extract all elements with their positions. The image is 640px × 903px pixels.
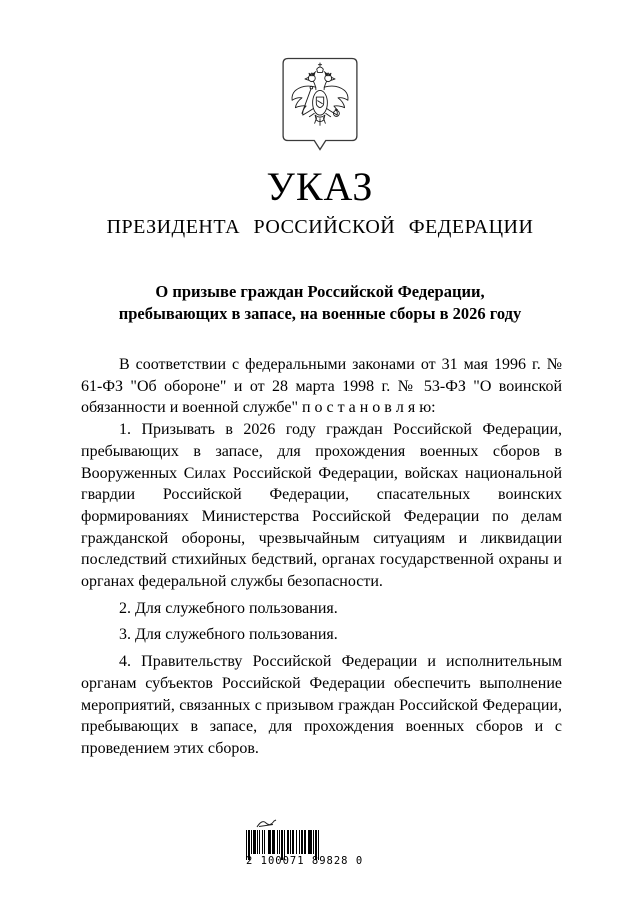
paragraph-item-1: 1. Призывать в 2026 году граждан Российской Федерации, пребывающих в запасе, для прохождения военных сборов в Вооруженных Силах Российской Федерации, войсках национальной гвардии Российской Федерации, спасательных воинских формированиях Министерства Российской Федерации по делам гражданской обороны, чрезвычайным ситуациям и ликвидации последствий стихийных бедствий, органах государственной охраны и органах федеральной службы безопасности. (81, 421, 562, 591)
paragraph-item-2: 2. Для служебного пользования. (119, 599, 338, 617)
issuer-heading: ПРЕЗИДЕНТА РОССИЙСКОЙ ФЕДЕРАЦИИ (106, 216, 534, 238)
document-type-heading: УКАЗ (266, 164, 374, 209)
paragraph-item-3: 3. Для служебного пользования. (119, 626, 338, 644)
barcode-number: 2 100071 89828 0 (246, 855, 364, 867)
subject-line-2: пребывающих в запасе, на военные сборы в 2026 году (118, 304, 522, 323)
barcode-top-mark-icon (254, 818, 324, 829)
emblem-container (0, 0, 640, 152)
russian-coat-of-arms-icon (279, 56, 361, 152)
document-subject-title (0, 281, 640, 325)
paragraph-item-4: 4. Правительству Российской Федерации и исполнительным органам субъектов Российской Федерации обеспечить выполнение мероприятий, связанных с призывом граждан Российской Федерации, пребывающих в запасе, для прохождения военных сборов и с проведением этих сборов. (81, 653, 562, 757)
paragraph-preamble: В соответствии с федеральными законами от 31 мая 1996 г. № 61-ФЗ "Об обороне" и от 28 марта 1998 г. № 53-ФЗ "О воинской обязанности и военной службе" п о с т а н о в л я ю: (81, 356, 562, 417)
barcode (246, 818, 364, 867)
subject-line-1: О призыве граждан Российской Федерации, (155, 282, 485, 301)
document-body (81, 354, 562, 760)
